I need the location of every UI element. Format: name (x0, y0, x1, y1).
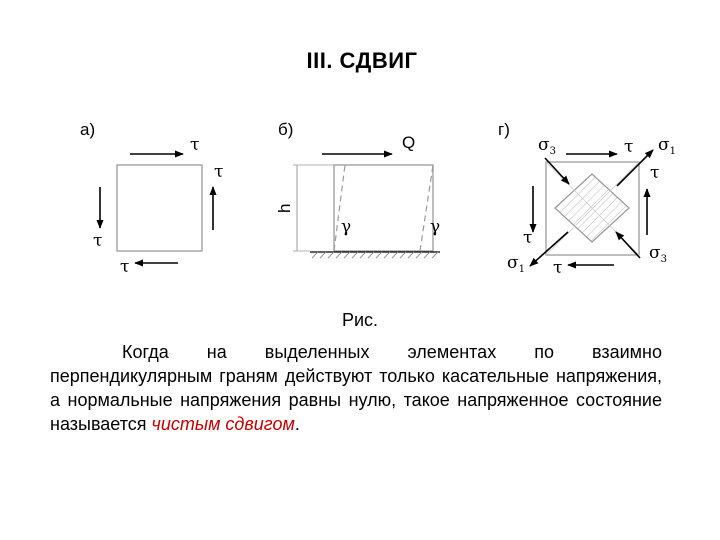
height-label: h (275, 203, 294, 213)
tau-top-label: τ (624, 137, 634, 157)
sigma3-top-label: $\sigma_3$ (538, 135, 556, 157)
gamma-left-label: γ (341, 217, 352, 237)
gamma-right-label: γ (430, 217, 441, 237)
definition-end: . (294, 414, 300, 434)
sigma3-arrow-bottom-right (616, 232, 640, 258)
panel-a (80, 120, 223, 277)
panel-g-label: г) (498, 120, 510, 139)
tau-bottom-label: τ (120, 257, 130, 277)
panel-b (275, 120, 440, 258)
deformed-left-edge (334, 165, 345, 251)
sigma3-bottom-label: $\sigma_3$ (649, 243, 667, 265)
definition-text: Когда на выделенных элементах по взаимно перпендикулярным граням действуют только касательные напряжения, а нормальные напряжения равны нулю, такое напряженное состояние называется (50, 342, 662, 434)
panel-a-element (117, 165, 202, 251)
deformed-right-edge (420, 165, 433, 251)
sigma1-bottom-label: $\sigma_1$ (507, 253, 525, 275)
tau-left-label: τ (93, 231, 103, 251)
panel-g (498, 120, 676, 278)
pure-shear-term: чистым сдвигом (151, 414, 295, 434)
tau-left-label: τ (523, 228, 533, 248)
tau-top-label: τ (190, 135, 200, 155)
slide-title: III. СДВИГ (306, 48, 418, 73)
tau-bottom-label: τ (553, 258, 563, 278)
panel-b-element (334, 165, 433, 251)
sigma1-top-label: $\sigma_1$ (658, 135, 676, 157)
panel-b-label: б) (278, 120, 294, 139)
force-q-label: Q (402, 133, 416, 152)
tau-right-label: τ (650, 163, 660, 183)
tau-right-label: τ (214, 162, 224, 182)
definition-paragraph (50, 340, 662, 436)
figure-caption: Рис. (341, 310, 379, 330)
panel-a-label: а) (80, 120, 96, 139)
sigma1-arrow-top-right (617, 150, 653, 186)
ground-hatch (312, 252, 438, 258)
